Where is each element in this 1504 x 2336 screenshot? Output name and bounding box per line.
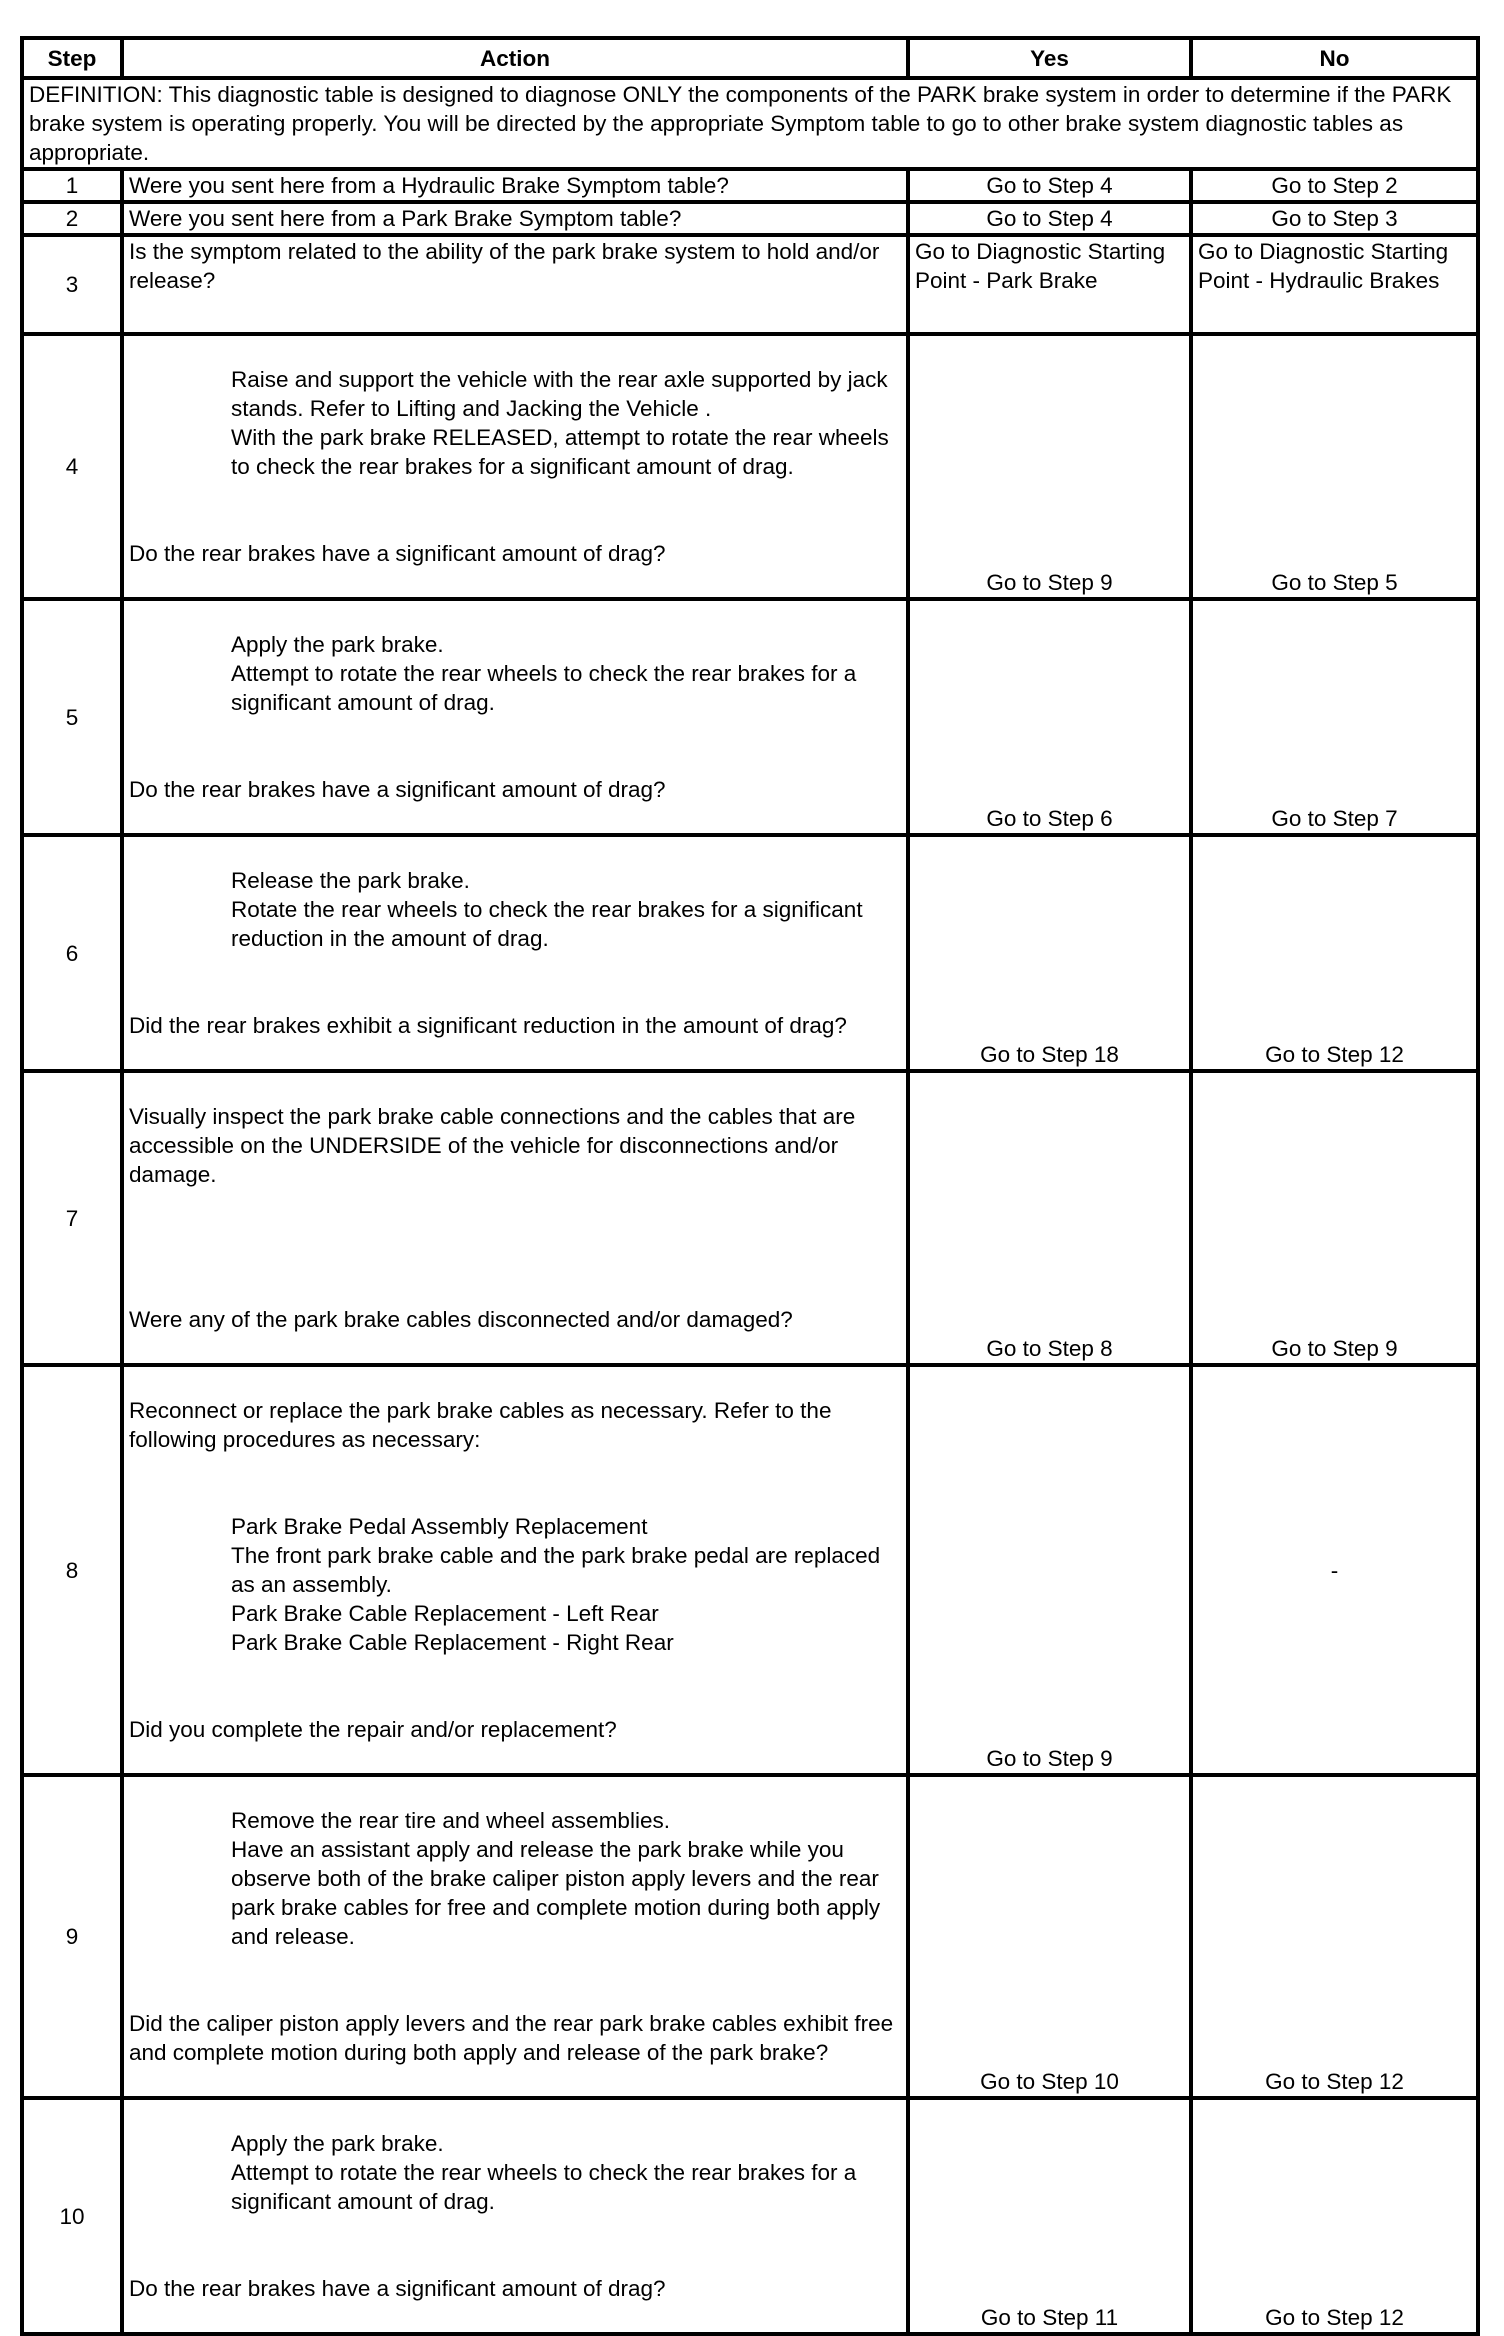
step-number: 1 — [22, 169, 122, 202]
yes-cell: Go to Step 4 — [908, 202, 1191, 235]
yes-cell: Go to Step 9 — [908, 334, 1191, 599]
action-cell — [122, 835, 908, 1071]
no-cell: Go to Step 9 — [1191, 1071, 1478, 1365]
step-number: 4 — [22, 334, 122, 599]
table-row — [22, 169, 1478, 202]
action-question: Did the rear brakes exhibit a significant reduction in the amount of drag? — [129, 1013, 847, 1038]
step-number: 10 — [22, 2098, 122, 2334]
yes-cell: Go to Step 4 — [908, 169, 1191, 202]
header-yes: Yes — [908, 38, 1191, 78]
no-cell: Go to Step 12 — [1191, 835, 1478, 1071]
table-row — [22, 1365, 1478, 1775]
action-steps: Park Brake Pedal Assembly Replacement The front park brake cable and the park brake pedal are replaced as an assembly. Park Brake Cable Replacement - Left Rear Park Brake Cable Replacement - Right Rear — [231, 1514, 881, 1655]
table-row — [22, 835, 1478, 1071]
action-cell — [122, 599, 908, 835]
table-row — [22, 1775, 1478, 2098]
header-step: Step — [22, 38, 122, 78]
action-cell — [122, 235, 908, 334]
step-number: 9 — [22, 1775, 122, 2098]
no-cell: Go to Step 3 — [1191, 202, 1478, 235]
action-question: Were any of the park brake cables disconnected and/or damaged? — [129, 1307, 793, 1332]
action-question: Were you sent here from a Hydraulic Brake Symptom table? — [129, 173, 729, 198]
header-row — [22, 38, 1478, 78]
yes-cell: Go to Step 6 — [908, 599, 1191, 835]
table-row — [22, 1071, 1478, 1365]
step-number: 7 — [22, 1071, 122, 1365]
table-row — [22, 334, 1478, 599]
action-question: Did the caliper piston apply levers and the rear park brake cables exhibit free and complete motion during both apply and release of the park brake? — [129, 2011, 894, 2065]
table-row — [22, 599, 1478, 835]
action-steps: Apply the park brake. Attempt to rotate the rear wheels to check the rear brakes for a significant amount of drag. — [231, 2131, 857, 2214]
yes-cell: Go to Step 11 — [908, 2098, 1191, 2334]
no-cell: Go to Step 12 — [1191, 2098, 1478, 2334]
action-cell — [122, 2098, 908, 2334]
action-cell — [122, 1071, 908, 1365]
action-intro: Visually inspect the park brake cable connections and the cables that are accessible on the UNDERSIDE of the vehicle for disconnections and/or damage. — [129, 1104, 856, 1187]
step-number: 2 — [22, 202, 122, 235]
definition-text: DEFINITION: This diagnostic table is designed to diagnose ONLY the components of the PARK brake system in order to determine if the PARK brake system is operating properly. You will be directed by the appropriate Symptom table to go to other brake system diagnostic tables as appropriate. — [22, 78, 1478, 169]
action-question: Were you sent here from a Park Brake Symptom table? — [129, 206, 682, 231]
action-question: Is the symptom related to the ability of the park brake system to hold and/or release? — [129, 239, 880, 293]
no-cell: Go to Step 5 — [1191, 334, 1478, 599]
table-row — [22, 2098, 1478, 2334]
action-question: Do the rear brakes have a significant amount of drag? — [129, 777, 666, 802]
header-no: No — [1191, 38, 1478, 78]
step-number: 8 — [22, 1365, 122, 1775]
yes-cell: Go to Step 10 — [908, 1775, 1191, 2098]
yes-cell: Go to Step 8 — [908, 1071, 1191, 1365]
yes-cell: Go to Step 9 — [908, 1365, 1191, 1775]
action-steps: Raise and support the vehicle with the rear axle supported by jack stands. Refer to Lifting and Jacking the Vehicle . With the park brake RELEASED, attempt to rotate the rear wheels to check the rear brakes for a significant amount of drag. — [231, 367, 889, 479]
action-cell — [122, 1775, 908, 2098]
no-cell: - — [1191, 1365, 1478, 1775]
action-cell — [122, 1365, 908, 1775]
action-steps: Remove the rear tire and wheel assemblies. Have an assistant apply and release the park brake while you observe both of the brake caliper piston apply levers and the rear park brake cables for free and complete motion during both apply and release. — [231, 1808, 881, 1949]
action-steps: Apply the park brake. Attempt to rotate the rear wheels to check the rear brakes for a significant amount of drag. — [231, 632, 857, 715]
no-cell: Go to Step 12 — [1191, 1775, 1478, 2098]
yes-cell: Go to Step 18 — [908, 835, 1191, 1071]
table-row — [22, 235, 1478, 334]
action-question: Do the rear brakes have a significant amount of drag? — [129, 541, 666, 566]
action-question: Did you complete the repair and/or replacement? — [129, 1717, 617, 1742]
action-cell — [122, 334, 908, 599]
yes-cell: Go to Diagnostic Starting Point - Park Brake — [908, 235, 1191, 334]
action-cell — [122, 202, 908, 235]
action-intro: Reconnect or replace the park brake cables as necessary. Refer to the following procedures as necessary: — [129, 1398, 832, 1452]
action-steps: Release the park brake. Rotate the rear wheels to check the rear brakes for a significant reduction in the amount of drag. — [231, 868, 863, 951]
step-number: 6 — [22, 835, 122, 1071]
step-number: 5 — [22, 599, 122, 835]
no-cell: Go to Diagnostic Starting Point - Hydraulic Brakes — [1191, 235, 1478, 334]
definition-row — [22, 78, 1478, 169]
header-action: Action — [122, 38, 908, 78]
action-cell — [122, 169, 908, 202]
park-brake-diagnostic-table — [20, 36, 1480, 2336]
action-question: Do the rear brakes have a significant amount of drag? — [129, 2276, 666, 2301]
no-cell: Go to Step 7 — [1191, 599, 1478, 835]
table-row — [22, 202, 1478, 235]
step-number: 3 — [22, 235, 122, 334]
no-cell: Go to Step 2 — [1191, 169, 1478, 202]
